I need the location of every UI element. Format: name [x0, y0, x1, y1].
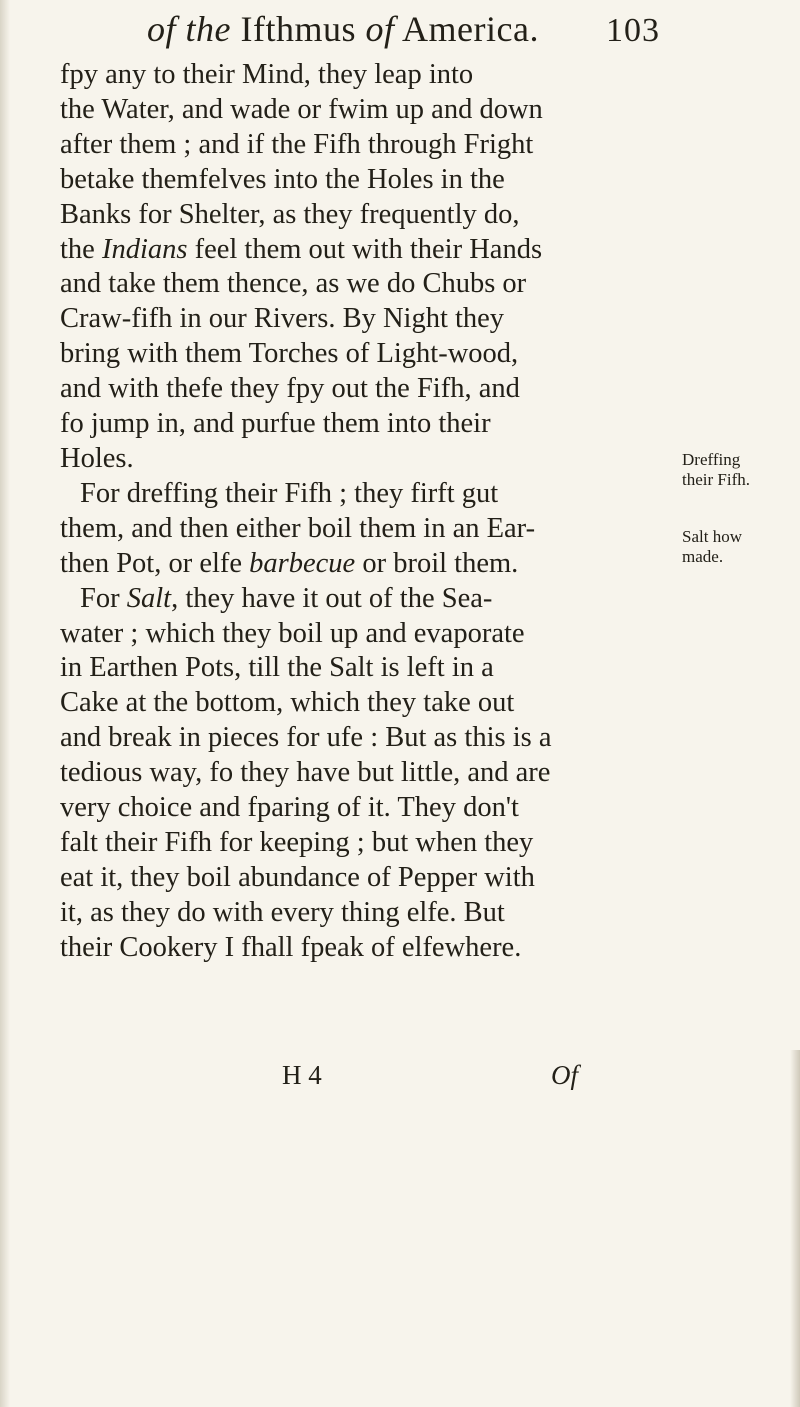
- italic-term: Salt: [126, 582, 172, 614]
- text-line-segment: or broil them.: [355, 547, 519, 579]
- text-line: Holes.: [60, 442, 134, 474]
- text-line-segment: , they have it out of the Sea-: [171, 582, 493, 614]
- text-line: [60, 233, 680, 268]
- running-head-part-4: America.: [402, 9, 539, 49]
- text-line: water ; which they boil up and evaporate: [60, 617, 525, 649]
- text-line: in Earthen Pots, till the Salt is left in a: [60, 652, 494, 684]
- margin-note-line: Salt how: [682, 527, 742, 546]
- body-text: [60, 58, 680, 966]
- italic-term: Indians: [101, 233, 188, 265]
- running-head-part-2: Ifthmus: [240, 9, 356, 49]
- gutter-shadow: [0, 0, 10, 1407]
- margin-note-salt-how-made: [682, 527, 742, 567]
- text-line: and break in pieces for ufe : But as this is a: [60, 722, 552, 754]
- running-head: [118, 8, 568, 50]
- margin-note-line: Dreffing: [682, 450, 741, 469]
- margin-note-dressing-fish: [682, 450, 750, 490]
- text-line: and with thefe they fpy out the Fifh, and: [60, 373, 520, 405]
- text-line: [60, 582, 680, 617]
- text-line: the Water, and wade or fwim up and down: [60, 93, 543, 125]
- text-line: Cake at the bottom, which they take out: [60, 687, 515, 719]
- text-line: their Cookery I fhall fpeak of elfewhere.: [60, 931, 522, 963]
- text-line: For dreffing their Fifh ; they firft gut: [80, 477, 499, 509]
- margin-note-line: their Fifh.: [682, 470, 750, 489]
- text-line: very choice and fparing of it. They don't: [60, 792, 519, 824]
- text-line: eat it, they boil abundance of Pepper with: [60, 861, 535, 893]
- italic-term: barbecue: [249, 547, 356, 579]
- text-line: betake themfelves into the Holes in the: [60, 163, 505, 195]
- page-number: 103: [606, 12, 660, 49]
- margin-note-line: made.: [682, 547, 724, 566]
- text-line-segment: then Pot, or elfe: [60, 547, 250, 579]
- text-line-segment: the: [60, 233, 102, 265]
- text-line: it, as they do with every thing elfe. But: [60, 896, 505, 928]
- text-line-segment: feel them out with their Hands: [187, 233, 543, 265]
- text-line: and take them thence, as we do Chubs or: [60, 268, 527, 300]
- text-line: fpy any to their Mind, they leap into: [60, 59, 474, 90]
- text-line-segment: For: [80, 582, 127, 614]
- text-line: falt their Fifh for keeping ; but when they: [60, 826, 534, 858]
- text-line: them, and then either boil them in an Ear-: [60, 512, 536, 544]
- running-head-part-3: of: [365, 9, 395, 49]
- text-line: [60, 547, 680, 582]
- text-line: bring with them Torches of Light-wood,: [60, 338, 519, 370]
- text-line: Craw-fifh in our Rivers. By Night they: [60, 303, 505, 335]
- running-head-part-1: of the: [147, 9, 231, 49]
- text-line: tedious way, fo they have but little, and are: [60, 757, 551, 789]
- signature-mark: H 4: [282, 1060, 322, 1090]
- page-edge-shadow: [790, 1050, 800, 1407]
- catchword: Of: [551, 1060, 578, 1090]
- text-line: Banks for Shelter, as they frequently do,: [60, 198, 520, 230]
- text-line: after them ; and if the Fifh through Fright: [60, 128, 534, 160]
- text-line: fo jump in, and purfue them into their: [60, 408, 491, 440]
- page-footer: [0, 1060, 800, 1100]
